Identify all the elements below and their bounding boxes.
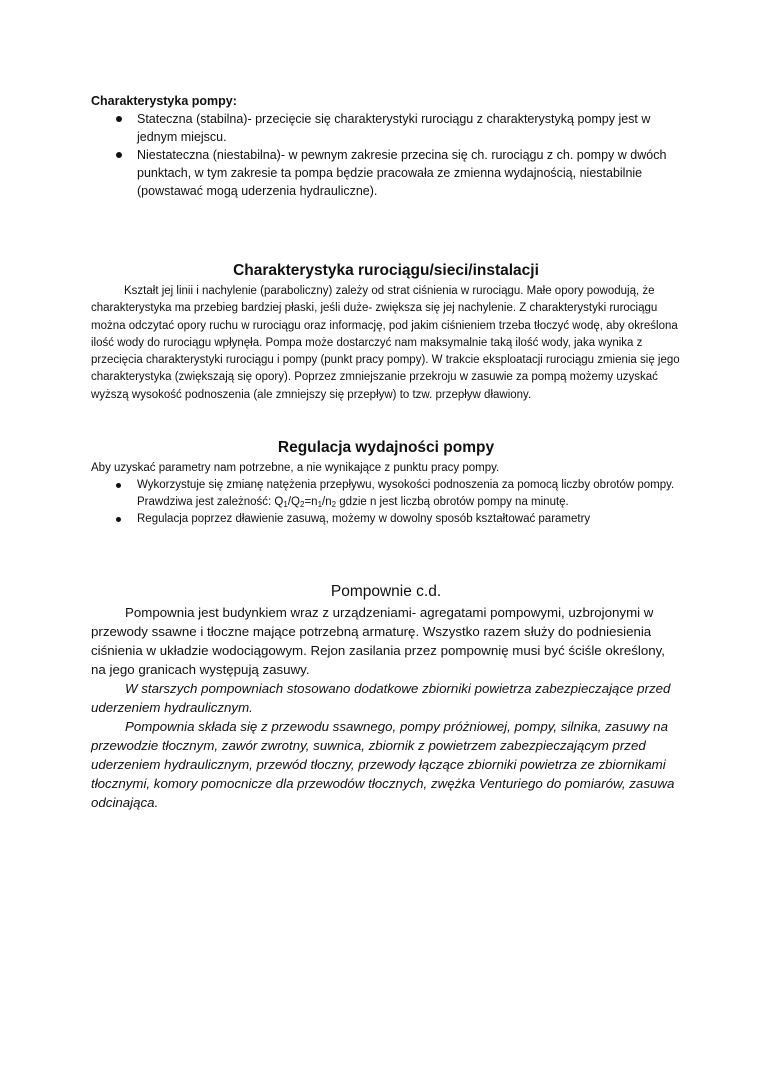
pump-regulation-title: Regulacja wydajności pompy [277,439,495,456]
pumping-station-paragraph-1: Pompownia jest budynkiem wraz z urządzeniami- agregatami pompowymi, uzbrojonymi w przewody ssawne i tłoczne mające potrzebną armaturę. Wszystko razem służy do podniesienia ciśnienia w układzie wodociągowym. Rejon zasilania przez pompownię musi być ściśle określony, na jego granicach występują zasuwy. [91,605,665,677]
list-item-unstable: Niestateczna (niestabilna)- w pewnym zakresie przecina się ch. rurociągu z ch. pompy w dwóch punktach, w tym zakresie ta pompa będzie pracowała ze zmienna wydajnością, niestabilnie (powstawać mogą uderzenia hydrauliczne). [91,146,681,200]
pipeline-characteristic-body: Kształt jej linii i nachylenie (paraboliczny) zależy od strat ciśnienia w rurociągu. Małe opory powodują, że charakterystyka ma przebieg bardziej płaski, jeśli duże- zwiększa się jej nachylenie. Z charakterystyki rurociągu można odczytać opory ruchu w rurociągu oraz informację, pod jakim ciśnieniem trzeba tłoczyć wodę, aby określona ilość wody do rurociągu wpłynęła. Pompa może dostarczyć nam maksymalnie taką ilość wody, jaka wynika z przecięcia charakterystyki rurociągu i pompy (punkt pracy pompy). W trakcie eksploatacji rurociągu zmienia się jego charakterystyka (zwiększają się opory). Poprzez zmniejszanie przekroju w zasuwie za pompą możemy uzyskać wyższą wysokość podnoszenia (ale zmniejszy się przepływ) to tzw. przepływ dławiony. [91,285,680,401]
pump-characteristic-heading: Charakterystyka pompy: [91,94,237,108]
formula: $Q_1/Q_2=n_1/n_2$ [274,496,337,509]
pump-regulation-list [91,477,681,528]
pumping-station-paragraph-3: Pompownia składa się z przewodu ssawnego, pompy próżniowej, pompy, silnika, zasuwy na przewodzie tłocznym, zawór zwrotny, suwnica, zbiornik z powietrzem zabezpieczającym przed uderzeniem hydraulicznym, przewód tłoczny, przewody łączące zbiorniki powietrza ze zbiornikami tłocznymi, komory pomocnicze dla przewodów tłocznych, zwężka Venturiego do pomiarów, zasuwa odcinająca. [91,719,675,810]
pipeline-characteristic-title: Charakterystyka rurociągu/sieci/instalacji [233,262,539,279]
pipeline-characteristic-section [91,262,681,404]
list-item-stable: Stateczna (stabilna)- przecięcie się charakterystyki rurociągu z charakterystyką pompy jest w jednym miejscu. [91,110,681,146]
list-item-speed-control [91,477,681,511]
list-item-throttling: Regulacja poprzez dławienie zasuwą, możemy w dowolny sposób kształtować parametry [91,511,681,528]
pumping-station-paragraph-2: W starszych pompowniach stosowano dodatkowe zbiorniki powietrza zabezpieczające przed uderzeniem hydraulicznym. [91,681,671,715]
pumping-station-title: Pompownie c.d. [330,583,442,600]
pumping-station-section [91,583,681,812]
pump-characteristic-list [91,110,681,200]
pump-characteristic-section [91,92,681,200]
pump-regulation-intro: Aby uzyskać parametry nam potrzebne, a nie wynikające z punktu pracy pompy. [91,462,500,474]
pump-regulation-section [91,439,681,528]
speed-control-tail: gdzie n jest liczbą obrotów pompy na minutę. [336,496,569,508]
speed-control-text: Wykorzystuje się zmianę natężenia przepływu, wysokości podnoszenia za pomocą liczby obrotów pompy. Prawdziwa jest zależność: [137,479,675,508]
